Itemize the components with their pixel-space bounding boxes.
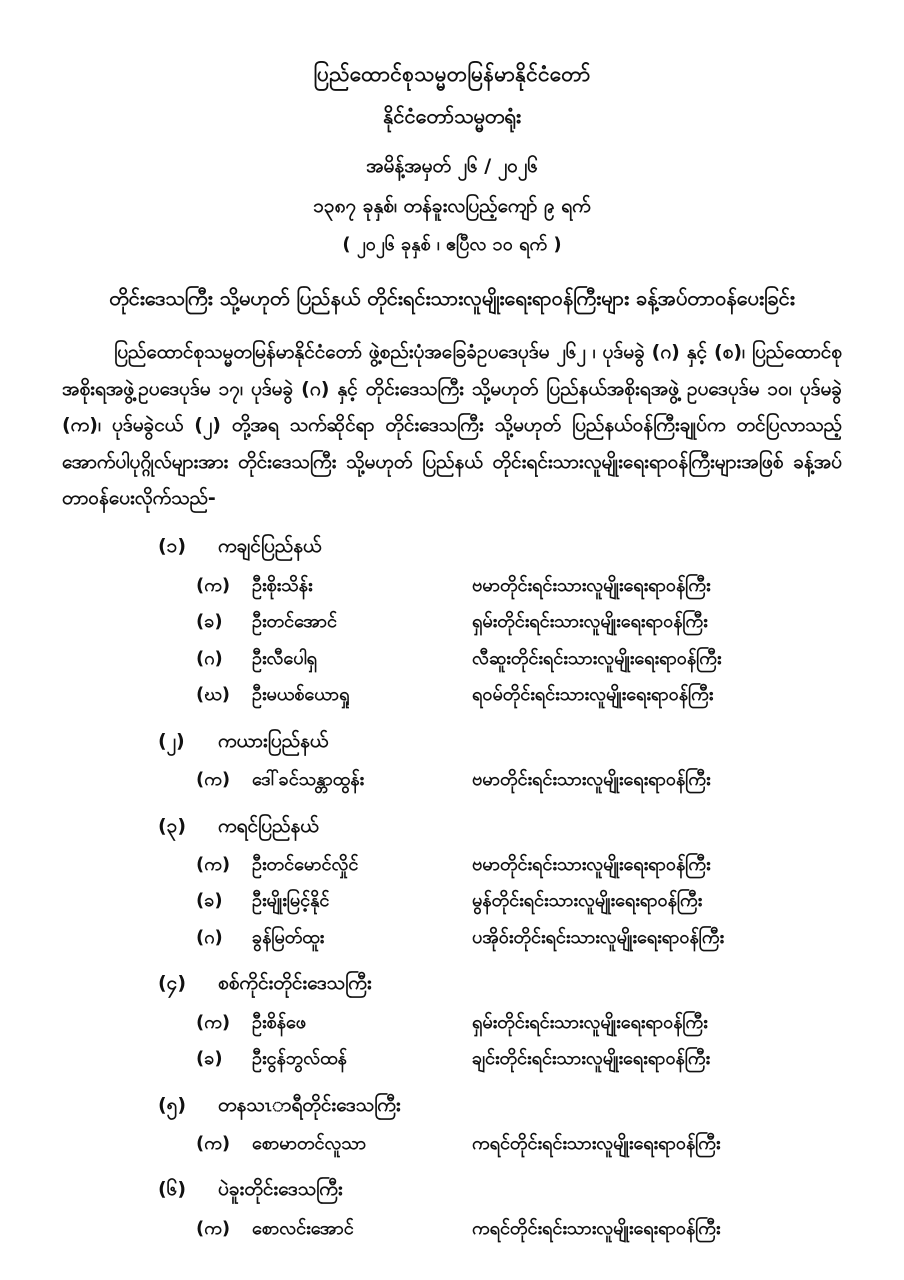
person-row [62, 1007, 842, 1039]
date-myanmar: ၁၃၈၇ ခုနှစ်၊ တန်ခူးလပြည့်ကျော် ၉ ရက် [313, 194, 591, 217]
person-row [62, 1128, 842, 1160]
person-row [62, 764, 842, 796]
region-heading [62, 530, 842, 562]
regions-list [62, 530, 842, 1244]
person-post: မွန်တိုင်းရင်းသားလူမျိုးရေးရာဝန်ကြီး [472, 890, 703, 912]
region-name: စစ်ကိုင်းတိုင်းဒေသကြီး [218, 972, 372, 995]
body-paragraph [62, 334, 842, 516]
document-subject: တိုင်းဒေသကြီး သို့မဟုတ် ပြည်နယ် တိုင်းရင်းသားလူမျိုးရေးရာဝန်ကြီးများ ခန့်အပ်တာဝန်ပေးခြင်း [109, 286, 795, 311]
region-number: (၆) [158, 1178, 187, 1201]
region-heading [62, 810, 842, 842]
region-number: (၄) [158, 972, 187, 995]
region-block [62, 810, 842, 954]
person-label: (ဃ) [196, 684, 231, 706]
person-label: (ခ) [196, 611, 223, 633]
order-number: အမိန့်အမှတ် ၂၆ / ၂၀၂၆ [366, 154, 538, 177]
person-row [62, 1213, 842, 1245]
document-header [62, 58, 842, 260]
person-name: ဦးမယစ်ယောရှု [252, 684, 350, 706]
person-post: ဗမာတိုင်းရင်းသားလူမျိုးရေးရာဝန်ကြီး [472, 574, 711, 596]
person-name: စောလင်းအောင် [252, 1217, 354, 1239]
person-row [62, 849, 842, 881]
person-post: ရဝမ်တိုင်းရင်းသားလူမျိုးရေးရာဝန်ကြီး [472, 684, 714, 706]
person-label: (ဂ) [196, 647, 223, 669]
person-post: ပအိုဝ်းတိုင်းရင်းသားလူမျိုးရေးရာဝန်ကြီး [472, 926, 725, 948]
person-label: (က) [196, 853, 231, 875]
body-paragraph-text: ပြည်ထောင်စုသမ္မတမြန်မာနိုင်ငံတော် ဖွဲ့စည်းပုံအခြေခံဥပဒေပုဒ်မ ၂၆၂ ၊ ပုဒ်မခွဲ (ဂ) နှင့် (စ)၊ ပြည်ထောင်စုအစိုးရအဖွဲ့ဥပဒေပုဒ်မ ၁၇၊ ပုဒ်မခွဲ (ဂ) နှင့် တိုင်းဒေသကြီး သို့မဟုတ် ပြည်နယ်အစိုးရအဖွဲ့ ဥပဒေပုဒ်မ ၁၀၊ ပုဒ်မခွဲ (က)၊ ပုဒ်မခွဲငယ် (၂) တို့အရ သက်ဆိုင်ရာ တိုင်းဒေသကြီး သို့မဟုတ် ပြည်နယ်ဝန်ကြီးချုပ်က တင်ပြလာသည့် အောက်ပါပုဂ္ဂိုလ်များအား တိုင်းဒေသကြီး သို့မဟုတ် ပြည်နယ် တိုင်းရင်းသားလူမျိုးရေးရာဝန်ကြီးများအဖြစ် ခန့်အပ်တာဝန်ပေးလိုက်သည်- [62, 341, 842, 509]
person-label: (ဂ) [196, 926, 223, 948]
region-block [62, 530, 842, 710]
person-label: (ခ) [196, 1048, 223, 1070]
person-row [62, 922, 842, 954]
person-name: ဒေါ်ခင်သန္တာထွန်း [252, 769, 365, 791]
person-post: ကရင်တိုင်းရင်းသားလူမျိုးရေးရာဝန်ကြီး [472, 1217, 721, 1239]
region-block [62, 1089, 842, 1160]
region-name: ကရင်ပြည်နယ် [218, 814, 319, 837]
person-post: ကရင်တိုင်းရင်းသားလူမျိုးရေးရာဝန်ကြီး [472, 1132, 721, 1154]
person-row [62, 1043, 842, 1075]
person-row [62, 885, 842, 917]
region-number: (၅) [158, 1093, 187, 1116]
region-block [62, 1173, 842, 1244]
person-name: ဦးတင်မောင်လှိုင် [252, 853, 359, 875]
region-block [62, 967, 842, 1074]
person-post: ရှမ်းတိုင်းရင်းသားလူမျိုးရေးရာဝန်ကြီး [472, 1011, 708, 1033]
person-name: ဦးမျိုးမြင့်နိုင် [252, 890, 330, 912]
person-label: (ခ) [196, 890, 223, 912]
person-post: ချင်းတိုင်းရင်းသားလူမျိုးရေးရာဝန်ကြီး [472, 1048, 711, 1070]
region-name: တနသၤာရီတိုင်းဒေသကြီး [218, 1093, 401, 1116]
person-label: (က) [196, 1217, 231, 1239]
person-name: ဦးလီပေါရှ [252, 647, 317, 669]
person-post: ဗမာတိုင်းရင်းသားလူမျိုးရေးရာဝန်ကြီး [472, 769, 711, 791]
region-name: ကချင်ပြည်နယ် [218, 535, 322, 558]
region-number: (၂) [158, 729, 185, 752]
issuing-office: နိုင်ငံတော်သမ္မတရုံး [383, 103, 521, 128]
person-name: ဦးစိန်ဖေ [252, 1011, 307, 1033]
region-heading [62, 1173, 842, 1205]
person-row [62, 570, 842, 602]
person-post: လီဆူးတိုင်းရင်းသားလူမျိုးရေးရာဝန်ကြီး [472, 647, 722, 669]
region-block [62, 725, 842, 796]
region-name: ကယားပြည်နယ် [218, 729, 329, 752]
region-heading [62, 967, 842, 999]
person-label: (က) [196, 1132, 231, 1154]
person-post: ရှမ်းတိုင်းရင်းသားလူမျိုးရေးရာဝန်ကြီး [472, 611, 708, 633]
country-name: ပြည်ထောင်စုသမ္မတမြန်မာနိုင်ငံတော် [313, 62, 591, 86]
region-name: ပဲခူးတိုင်းဒေသကြီး [218, 1178, 343, 1201]
person-name: ဦးစိုးသိန်း [252, 574, 313, 596]
region-heading [62, 1089, 842, 1121]
region-number: (၁) [158, 535, 187, 558]
person-label: (က) [196, 1011, 231, 1033]
region-number: (၃) [158, 814, 187, 837]
person-row [62, 643, 842, 675]
person-post: ဗမာတိုင်းရင်းသားလူမျိုးရေးရာဝန်ကြီး [472, 853, 711, 875]
person-name: ခွန်မြတ်ထူး [252, 926, 325, 948]
person-row [62, 679, 842, 711]
person-label: (က) [196, 574, 231, 596]
person-row [62, 606, 842, 638]
region-heading [62, 725, 842, 757]
date-gregorian: ( ၂၀၂၆ ခုနှစ် ၊ ဧပြီလ ၁၀ ရက် ) [342, 234, 562, 256]
person-label: (က) [196, 769, 231, 791]
person-name: ဦးတင်အောင် [252, 611, 338, 633]
person-name: ဦးငွန်ဘွလ်ထန် [252, 1048, 347, 1070]
person-name: စောမာတင်လူသာ [252, 1132, 367, 1154]
